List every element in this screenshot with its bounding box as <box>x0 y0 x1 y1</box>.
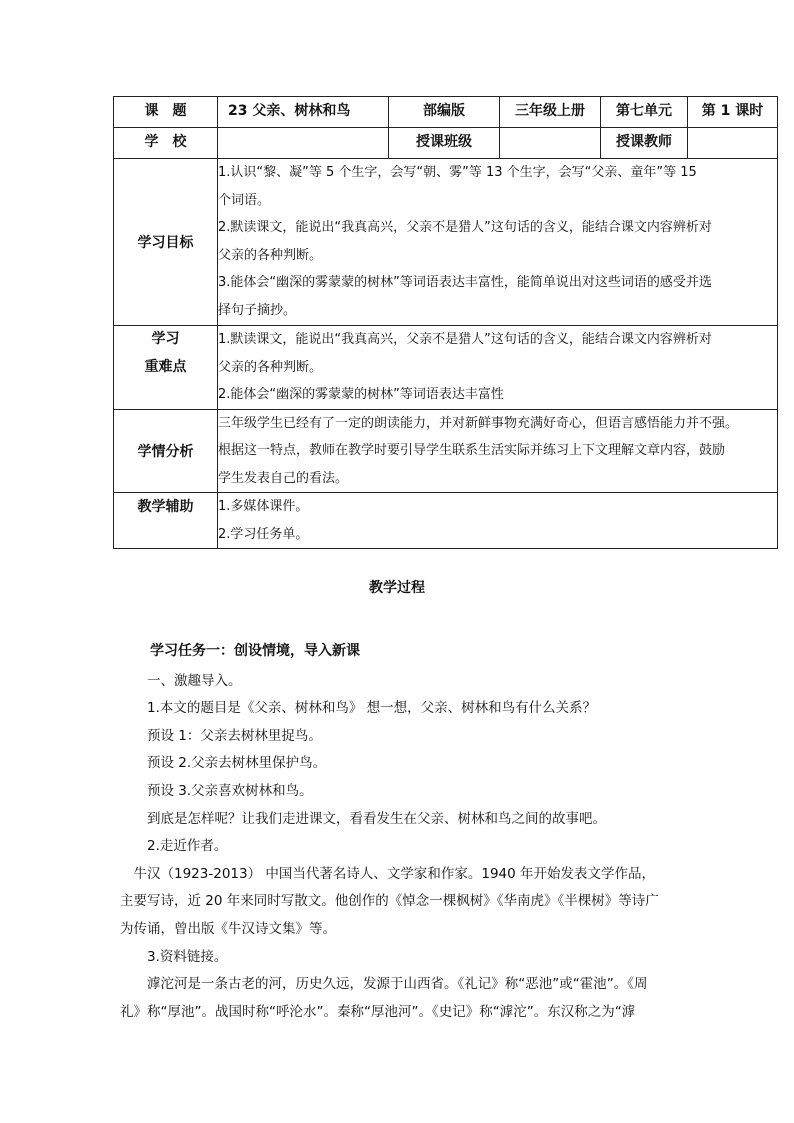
goals-line: 3.能体会“幽深的雾蒙蒙的树林”等词语表达丰富性，能简单说出对这些词语的感受并选 <box>218 275 712 290</box>
river-line: 礼》称“厚池”。战国时称“呼沦水”。秦称“厚池河”。《史记》称“滹沱”。东汉称之为“滹 <box>120 1003 636 1020</box>
aids-line: 2.学习任务单。 <box>218 526 309 542</box>
process-line: 到底是怎样呢？让我们走进课文，看看发生在父亲、树林和鸟之间的故事吧。 <box>147 810 606 827</box>
process-title: 教学过程 <box>369 580 425 596</box>
key-points-line: 1.默读课文，能说出“我真高兴，父亲不是猎人”这句话的含义，能结合课文内容辨析对 <box>218 332 712 347</box>
link-label: 3.资料链接。 <box>147 948 228 965</box>
class-label: 授课班级 <box>389 128 500 159</box>
author-line: 主要写诗，近 20 年来同时写散文。他创作的《悼念一棵枫树》《华南虎》《半棵树》等诗广 <box>120 893 659 910</box>
period-cell: 第 1 课时 <box>688 97 778 128</box>
process-line: 2.走近作者。 <box>147 838 228 855</box>
teacher-value <box>688 128 778 159</box>
goals-label: 学习目标 <box>114 159 218 326</box>
river-line: 滹沱河是一条古老的河，历史久远，发源于山西省。《礼记》称“恶池”或“霍池”。《周 <box>147 976 648 993</box>
analysis-line: 学生发表自己的看法。 <box>218 470 349 486</box>
key-points-line: 父亲的各种判断。 <box>218 359 323 375</box>
grade-cell: 三年级上册 <box>500 97 601 128</box>
goals-line: 父亲的各种判断。 <box>218 247 323 263</box>
course-title: 23 父亲、树林和鸟 <box>218 97 389 128</box>
goals-line: 个词语。 <box>218 192 271 208</box>
author-line: 为传诵，曾出版《牛汉诗文集》等。 <box>120 920 336 937</box>
process-line: 一、激趣导入。 <box>147 672 242 689</box>
unit-cell: 第七单元 <box>601 97 688 128</box>
course-label: 课 题 <box>114 97 218 128</box>
process-line: 预设 1：父亲去树林里捉鸟。 <box>147 727 322 744</box>
analysis-content <box>218 409 778 493</box>
process-line: 预设 2.父亲去树林里保护鸟。 <box>147 755 327 772</box>
aids-content <box>218 493 778 549</box>
key-points-line: 2.能体会“幽深的雾蒙蒙的树林”等词语表达丰富性 <box>218 387 504 402</box>
aids-label: 教学辅助 <box>114 493 218 549</box>
school-value <box>218 128 389 159</box>
process-body <box>120 638 777 1026</box>
edition-cell: 部编版 <box>389 97 500 128</box>
task-heading: 学习任务一：创设情境，导入新课 <box>150 643 360 659</box>
lesson-plan-table <box>113 96 778 549</box>
process-line: 1.本文的题目是《父亲、树林和鸟》 想一想，父亲、树林和鸟有什么关系？ <box>147 700 597 717</box>
school-label: 学 校 <box>114 128 218 159</box>
goals-content <box>218 159 778 326</box>
class-value <box>500 128 601 159</box>
analysis-line: 根据这一特点，教师在教学时要引导学生联系生活实际并练习上下文理解文章内容，鼓励 <box>218 443 726 458</box>
key-points-label: 学习 重难点 <box>114 326 218 410</box>
analysis-line: 三年级学生已经有了一定的朗读能力，并对新鲜事物充满好奇心，但语言感悟能力并不强。 <box>218 415 739 431</box>
process-line: 预设 3.父亲喜欢树林和鸟。 <box>147 782 313 799</box>
goals-line: 择句子摘抄。 <box>218 302 297 318</box>
teacher-label: 授课教师 <box>601 128 688 159</box>
goals-line: 2.默读课文，能说出“我真高兴，父亲不是猎人”这句话的含义，能结合课文内容辨析对 <box>218 220 712 235</box>
key-points-content <box>218 326 778 410</box>
goals-line: 1.认识“黎、凝”等 5 个生字，会写“朝、雾”等 13 个生字，会写“父亲、童年”等 15 <box>218 165 697 180</box>
analysis-label: 学情分析 <box>114 409 218 493</box>
author-line: 牛汉（1923-2013） 中国当代著名诗人、文学家和作家。1940 年开始发表文学作品， <box>120 865 656 882</box>
aids-line: 1.多媒体课件。 <box>218 499 309 514</box>
